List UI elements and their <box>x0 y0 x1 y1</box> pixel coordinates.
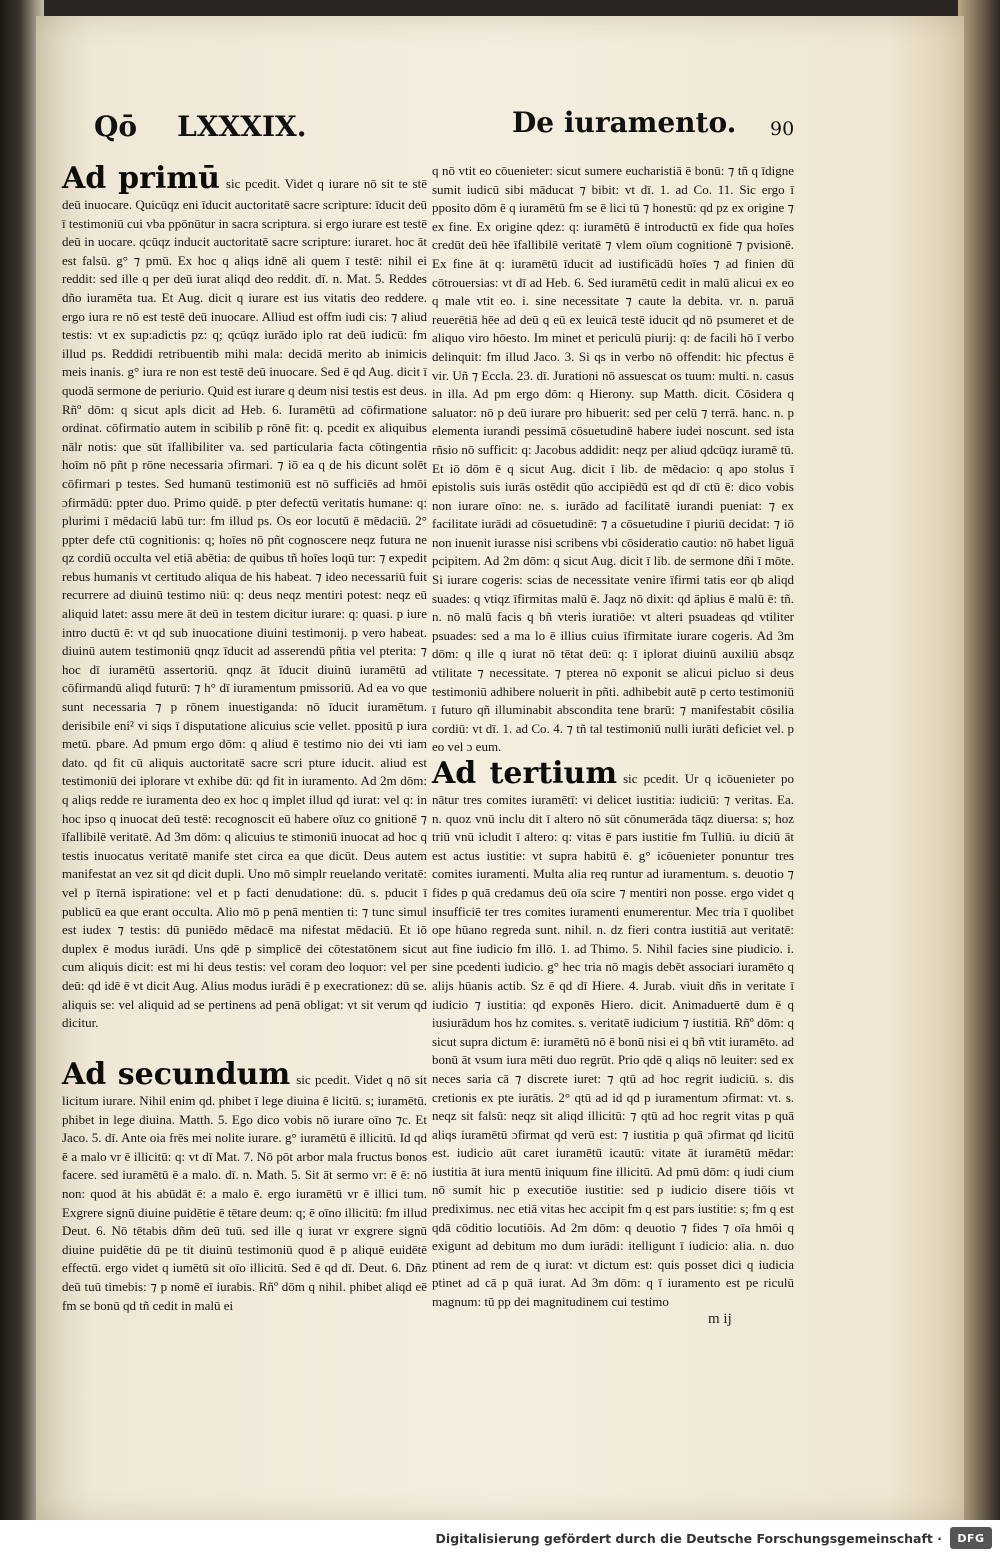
article-initial-secundum: Ad secundum <box>62 1057 291 1092</box>
article-text-tertium: sic pcedit. Ur q icōuenieter po nātur tres comites iuramētī: vi delicet iustitia: iudiciū: ⁊ veritas. Ea. n. quoz vnū inclu dit ī altero nō sūt cōnumerāda tāqz diuersa: s; hoz triū vnū icludit ī altero: q: vitas ē pars iustitie fm Tulliū. iu diciū āt est actus iustitie: vt supra habitū ē. g° icōuenieter ponuntur tres comites iuramenti. Multa alia req runtur ad iuramentum. s. deuotio ⁊ fides p quā credamus deū oīa scire ⁊ mentiri non posse. ergo videt q insufficiē ter tres comites iuramenti enumerentur. Mec tria ī quolibet ope hūano regreda sunt. nihil. n. dz fieri contra iustitiā aut veritatē: aut fine iudicio fm illō. 1. ad Thimo. 5. Nihil facies sine piudicio. i. sine pcedenti iudicio. g° hec tria nō magis debēt associari iuramēto q alijs hūanis actib. Sz ē qd dī Hiere. 4. Jurab. viuit dñs in veritate ī iudicio ⁊ iustitia: qd exponēs Hiero. dicit. Animaduertē dum ē q iusiurādum hos hz comites. s. veritatē iudicium ⁊ iustitiā. Rñº dōm: q sicut supra dictum ē: iuramētū nō ē bonū nisi ei q bñ vtit iuramēto. ad bonū āt vsum iura mēti duo regrūt. Prio qdē q aliqs nō leuiter: sed ex neces saria cā ⁊ discrete iuret: ⁊ qtū ad hoc regrit iudiciū. s. dis cretionis ex pte iurātis. 2° qtū ad id qd p iuramentum ɔfirmat: vt. s. neqz sit falsū: neqz sit aliqd illicitū: ⁊ qtū ad hoc regrit vitas p quā aliqs iuramētū ɔfirmat qd verū est: ⁊ iustitia p quā ɔfirmat qd licitū est. iudicio aūt caret iuramētū icautū: vitate āt iuramētū mēdar: iustitia āt iura mentū iniquum fine illicitū. Ad pmū dōm: q iudi cium nō sumit hic p executiōe iustitie: sed p iudicio disere tiōis vt prediximus. nec etiā vitas hec accipit fm q est pars iustitie: s; fm q est qdā cōditio locutiōis. Ad 2m dōm: q deuotio ⁊ fides ⁊ oīa hmōi q exigunt ad debitum mo dum iurādi: itelligunt ī iudicio: alia. n. duo ptinent ad rem de q iurat: vt dictum est: quis posset dici q iudicia ptinet ad cā p quā iurat. Ad 3m dōm: q ī iuramento est pe riculū magnum: tū pp dei magnitudinem cui testimo <box>432 771 794 1310</box>
article-initial-tertium: Ad tertium <box>432 756 618 791</box>
article-initial-primum: Ad primū <box>62 161 220 196</box>
folio-number: 90 <box>770 118 795 140</box>
article-text-primum: sic pcedit. Videt q iurare nō sit te stē deū inuocare. Quicūqz eni īducit auctoritatē sacre scripture: īducit deū ī testimoniū cui vba ppōnūtur in sacra scriptura. si ergo iurare est testē deū in uocare. qcūqz inducit auctoritatē sacre scripture: iuraret. hoc āt est falsū. g° ⁊ pmū. Ex hoc q aliqs idnē ali quem ī testē: nihil ei reddit: sed ille q per deū iurat aliqd deo reddit. dī. n. Mat. 5. Reddes dño iuramēta tua. Et Aug. dicit q iurare est ius vitatis deo reddere. ergo iura re nō est testē deū inuocare. Alliud est offm iudi cis: ⁊ aliud testis: vt ex sup:adictis pz: q; qcūqz iurādo iplo rat deū iudicū: fm illud ps. Reddidi retribuentib mihi mala: decidā merito ab inimicis meis inanis. g° iura re non est testē deū inuocare. Sed ē qd Aug. dicit ī quodā sermone de periurio. Quid est iurare q deum nisi testis est deus. Rñº dōm: q sicut apls dicit ad Heb. 6. Iuramētū ad cōfirmatione ordinat. cōfirmatio autem in scibilib p rōnē fit: q. pcedit ex aliquibus nālr notis: que sūt īfallibiliter va. sed particularia facta cōtingentia hoīm nō pñt p rōne necessaria ɔfirmari. ⁊ iō ea q de his dicunt solēt cōfirmari p testes. Sed humanū testimoniū est nō sufficiēs ad hmōi ɔfirmādū: ppter duo. Primo quidē. p pter defectū veritatis humane: q: plurimi ī mēdaciū labū tur: fm illud ps. Os eor locutū ē mēdaciū. 2° ppter defe ctū cognitionis: q; hoīes nō pñt cognoscere neqz futura ne qz cordiū occulta vel etiā abētia: de quibus tñ hoīes loqū tur: ⁊ expedit rebus humanis vt certitudo aliqua de his habeat. ⁊ ideo necessariū fuit recurrere ad diuinū testimo niū: q: deus neqz mentiri potest: neqz eū aliquid latet: assu mere āt deū in testem dicitur iurare: q: quasi. p iure intro ductū ē: vt qd sub inuocatione diuini testimonij. p vero habeat. diuinū autem testimoniū qnqz īducit ad asserendū pñtia vel pterita: ⁊ hoc dī iuramētū assertoriū. qnqz āt īducit diuinū iuramētū ad cōfirmandū aliqd futurū: ⁊ h° dī iuramentum pmissoriū. Ad ea vo que sunt necessaria ⁊ p rōnem inuestiganda: nō īducit iuramētum. derisibile eni² vi siqs ī disputatione alicuius scie vellet. ppositū p iura metū. pbare. Ad pmum ergo dōm: q aliud ē testimo nio dei vti iam dato. qd fit cū aliquis auctoritatē sacre scri pture iducit. aliud est testimoniū dei iplorare vt exhibe dū: qd fit in iuramento. Ad 2m dōm: q aliqs redde re iuramenta deo ex hoc q implet illud qd iurat: vel q: in hoc ipso q inuocat deū testē: recognoscit eū habere oīuz co gnitionē ⁊ īfallibilē veritatē. Ad 3m dōm: q alicuius te stimoniū inuocat ad hoc q testis inuocatus veritatē manife stet circa ea que dicūt. Deus autem manifestat an vez sit qd dicit dupli. Uno mō simplr reuelando veritatē: vel p īternā ispiratione: vel et p facti denudatione: dū. s. pducit ī publicū ea que erant occulta. Alio mō p penā mentien ti: ⁊ tunc simul est iudex ⁊ testis: dū puniēdo mēdacē ma nifestat mēdaciū. Et iō duplex ē modus iurādi. Uns qdē p simplicē dei cōtestatōnem sicut cum aliquis dicit: est mi hi deus testis: vel coram deo loquor: vel per deū: qd idē ē vt dicit Aug. Alius modus iurādi ē p execrationez: dū se. aliquis se: vel aliquid ad se pertinens ad penā obligat: vt sit verum qd dicitur. <box>62 176 427 1031</box>
running-head-title: De iuramento. <box>512 106 737 139</box>
article-third <box>432 757 794 1312</box>
running-head-left <box>94 108 349 144</box>
text-column-left <box>62 162 427 1057</box>
article-first <box>62 162 427 1033</box>
funding-credit: Digitalisierung gefördert durch die Deutsche Forschungsgemeinschaft · <box>435 1531 942 1546</box>
digitization-footer <box>0 1520 1000 1557</box>
text-column-left-lower <box>62 1057 427 1313</box>
article-text-secundum: sic pcedit. Videt q nō sit licitum iurare. Nihil enim qd. phibet ī lege diuina ē licitū. s; iuramētū. phibet in lege diuina. Matth. 5. Ego dico vobis nō iurare oīno ⁊c. Et Jaco. 5. dī. Ante oia frēs mei nolite iurare. g° iuramētū ē illicitū. Id qd ē a malo vr ē illicitū: q: vt dī Mat. 7. Nō pōt arbor mala fructus bonos facere. sed iuramētū ē a malo. dī. n. Math. 5. Sit āt sermo vr: ē ē: nō non: quod āt his abūdāt ē: a malo ē. ergo iuramētū vr ē illici tum. Exgrere signū diuine puidētie ē tētare deum: q; ē oīno illicitū: fm illud Deut. 6. Nō tētabis dñm deū tuū. sed ille q iurat vr exgrere signū diuine puidētie dū pe tit diuinū testimoniū quod ē p aliquē euidētē effectū. ergo videt q iumētū sit oīo illicitū. Sed ē qd dī. Deut. 6. Dñz deū tuū timebis: ⁊ p nomē eī iurabis. Rñº dōm q nihil. phibet aliqd eē fm se bonū qd tñ cedit in malū ei <box>62 1072 427 1313</box>
book-binding-edge-right <box>958 0 1000 1557</box>
article-second <box>62 1058 427 1315</box>
question-numeral: LXXXIX. <box>177 109 307 143</box>
article-second-continued: q nō vtit eo cōuenieter: sicut sumere eucharistiā ē bonū: ⁊ tñ q īdigne sumit iudicū sibi māducat ⁊ bibit: vt dī. 1. ad Co. 11. Sic ergo ī pposito dōm ē q iuramētū fm se ē lici tū ⁊ honestū: qd pz ex origine ⁊ ex fine. Ex origine qdez: q: iuramētū ē introductū ex fide qua hoīes credūt deū hēe īfallibilē veritatē ⁊ vlem oīum cognitionē ⁊ pvisionē. Ex fine āt q: iuramētū īducit ad iustificādū hoīes ⁊ ad finien dū cōtrouersias: vt dī ad Heb. 6. Sed iuramētū cedit in malū alicui ex eo q male vtit eo. i. sine necessitate ⁊ caute la debita. vr. n. paruā reuerētiā hēe ad deū q eū ex leuicā testē iducit qd nō psumeret et de aliquo viro hōesto. Im minet et periculū piurij: q: de facili hō ī verbo delinquit: fm illud Jaco. 3. Si qs in verbo nō offendit: hic pfectus ē vir. Uñ ⁊ Eccla. 23. dī. Jurationi nō assuescat os tuum: multi. n. casus in illa. Ad pm ergo dōm: q Hierony. sup Matth. dicit. Cōsidera q saluator: nō p deū iurare pro hibuerit: sed per celū ⁊ terrā. hanc. n. p elementa iurandi pessimā cōsuetudinē habere iudei noscunt. sed ista rñsio nō sufficit: q: Jacobus addidit: neqz per aliud qdcūqz iuramē tū. Et iō dōm ē q sicut Aug. dicit ī lib. de mēdacio: q apo stolus ī epistolis suis iurās ostēdit qūo accipiēdū est qd dī ctū ē: dico vobis non iurare oīno: ne. s. iurādo ad facilitatē iurandi pueniat: ⁊ ex facilitate iurādi ad cōsuetudinē: ⁊ a cōsuetudine ī piuriū decidat: ⁊ iō non inuenit iurasse nisi scribens vbi cōsideratio cautio: nō habet liguā pcipitem. Ad 2m dōm: q sicut Aug. dicit ī lib. de sermone dñi ī mōte. Si iurare cogeris: scias de necessitate venire īfirmi tatis eor qb aliqd suades: q vtiqz īfirmitas malū ē. Jaqz nō dixit: qd āplius ē malū ē: tñ. n. nō malū facis q bñ vteris iuratiōe: vt alteri psuadeas qd vtiliter psuades: sed a ma lo ē illius cuius īfirmitate iurare cogeris. Ad 3m dōm: q ille q iurat nō tētat deū: q: ī iplorat diuinū auxiliū absqz vtilitate ⁊ necessitate. ⁊ pterea nō exponit se alicui picluo si deus testimoniū adhibere noluerit in pñti. adhibebit autē p certo testimoniū ī futuro qñ illuminabit abscondita tene brarū: ⁊ manifestabit cōsilia cordiū: vt dī. 1. ad Co. 4. ⁊ tñ tal testimoniū nulli iurāti deficiet vel. p eo vel ɔ eum. <box>432 163 794 755</box>
text-column-right <box>432 162 794 1310</box>
dfg-logo: DFG <box>950 1527 992 1549</box>
question-label: Qō <box>94 109 138 143</box>
signature-mark: m ij <box>708 1311 732 1327</box>
